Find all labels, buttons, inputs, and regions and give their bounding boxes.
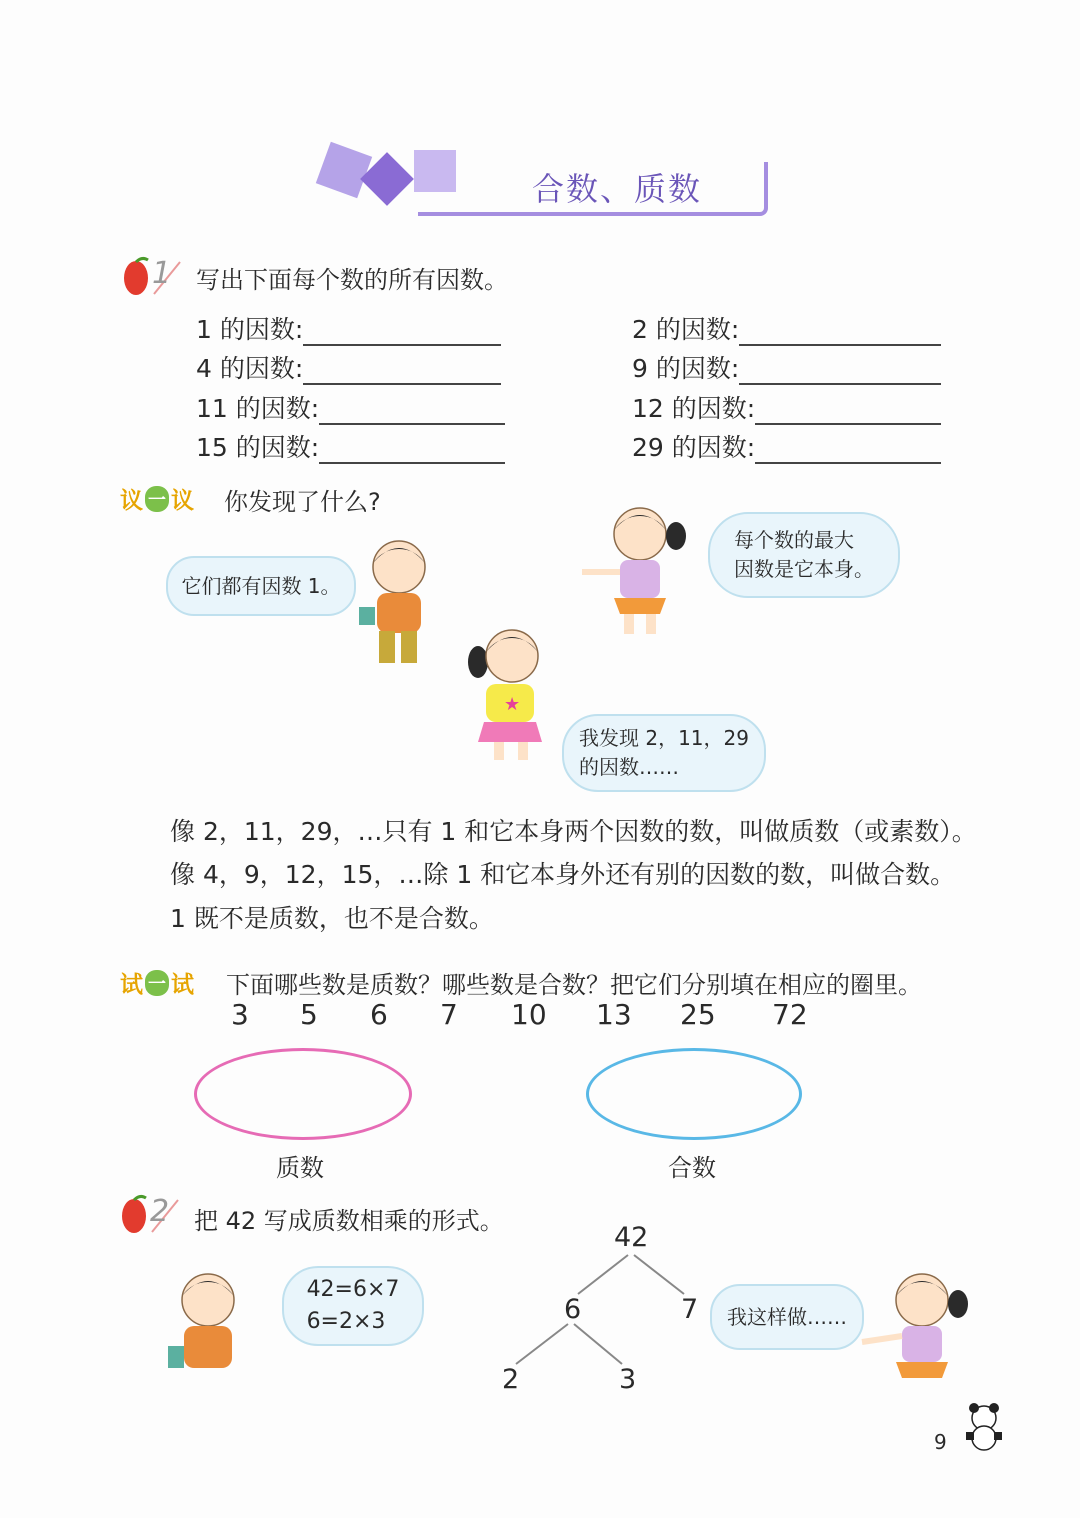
tree-leaf-left: 2 [502, 1364, 520, 1395]
try-prompt: 下面哪些数是质数？哪些数是合数？把它们分别填在相应的圈里。 [226, 971, 922, 999]
discuss-prompt: 你发现了什么? [224, 488, 381, 516]
question-2-number: 2 [150, 1194, 170, 1229]
prime-circle-label: 质数 [276, 1154, 324, 1182]
boy2-speech-bubble: 42=6×7 6=2×3 [282, 1266, 424, 1346]
page-title: 合数、质数 [532, 170, 703, 208]
definition-one: 1 既不是质数，也不是合数。 [170, 904, 494, 933]
tree-leaf-right: 3 [619, 1364, 637, 1395]
question-1-prompt: 写出下面每个数的所有因数。 [196, 266, 508, 294]
girl3-illustration [858, 1270, 972, 1386]
number-item: 3 [231, 998, 249, 1031]
definition-composite: 像 4，9，12，15，…除 1 和它本身外还有别的因数的数，叫做合数。 [170, 860, 956, 889]
try-tag: 试 一 试 [120, 972, 194, 998]
composite-circle-label: 合数 [668, 1154, 716, 1182]
number-item: 13 [596, 998, 632, 1031]
girl2-speech-bubble: 我发现 2，11，29 的因数…… [562, 714, 766, 792]
number-item: 25 [680, 998, 716, 1031]
boy-speech-bubble: 它们都有因数 1。 [166, 556, 356, 616]
question-1-number: 1 [152, 256, 172, 291]
number-item: 72 [772, 998, 808, 1031]
svg-text:★: ★ [504, 694, 521, 715]
number-item: 10 [511, 998, 547, 1031]
factor-label: 2 的因数: [632, 315, 740, 344]
factor-label: 15 的因数: [196, 433, 320, 462]
discuss-tag: 议 一 议 [120, 488, 194, 514]
question-2-prompt: 把 42 写成质数相乘的形式。 [194, 1207, 504, 1235]
panda-icon [962, 1400, 1006, 1452]
definition-prime: 像 2，11，29，…只有 1 和它本身两个因数的数，叫做质数（或素数）。 [170, 817, 977, 846]
factor-label: 11 的因数: [196, 394, 320, 423]
number-item: 6 [370, 998, 388, 1031]
factor-label: 4 的因数: [196, 354, 304, 383]
girl3-speech-bubble: 我这样做…… [710, 1284, 864, 1350]
factor-label: 1 的因数: [196, 315, 304, 344]
factor-label: 29 的因数: [632, 433, 756, 462]
factor-label: 9 的因数: [632, 354, 740, 383]
number-item: 5 [300, 998, 318, 1031]
girl-icon [858, 1270, 972, 1386]
tree-mid-left: 6 [564, 1294, 582, 1325]
number-item: 7 [440, 998, 458, 1031]
girl1-speech-bubble: 每个数的最大 因数是它本身。 [708, 512, 900, 598]
factor-label: 12 的因数: [632, 394, 756, 423]
page-number: 9 [934, 1430, 947, 1454]
tree-mid-right: 7 [681, 1294, 699, 1325]
tree-root: 42 [614, 1222, 649, 1253]
